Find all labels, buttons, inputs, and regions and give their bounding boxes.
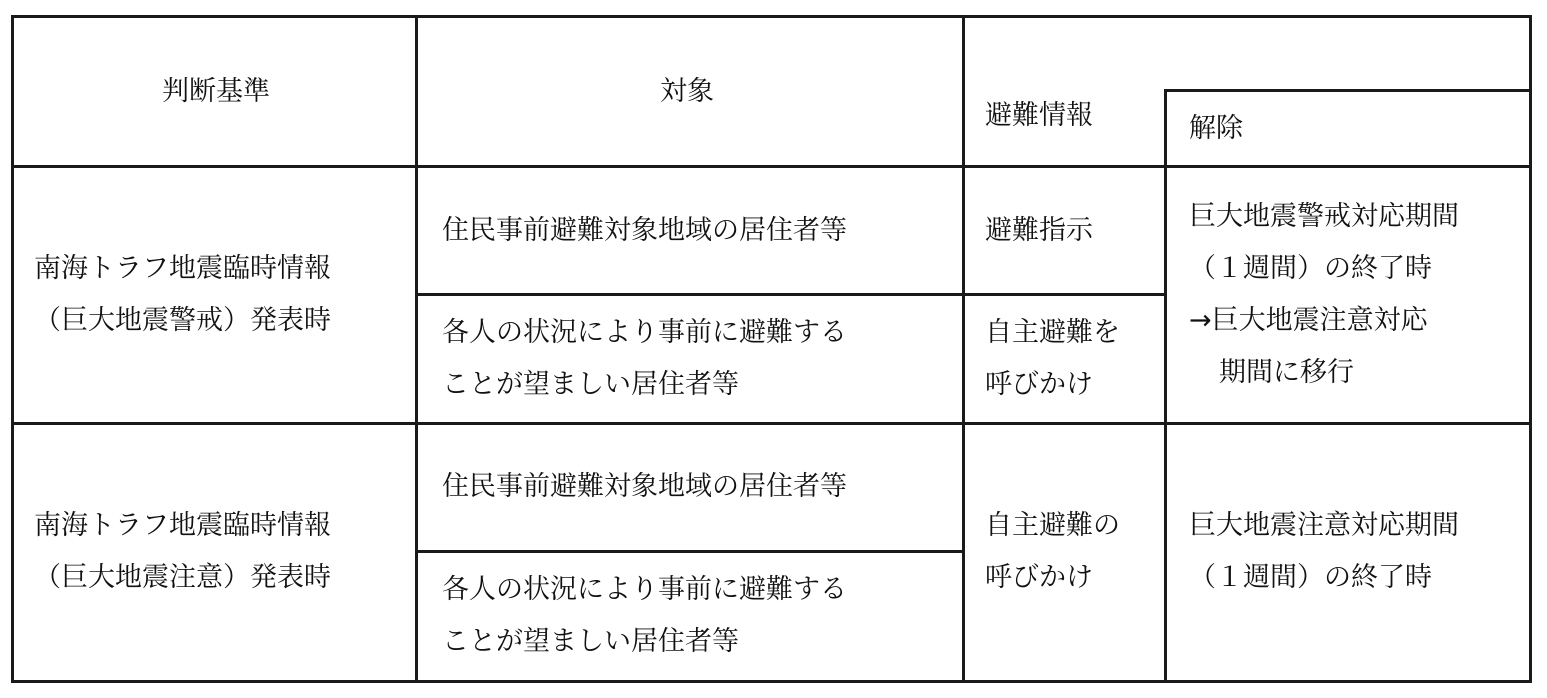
target-line: 住民事前避難対象地域の居住者等 (442, 471, 847, 503)
header-blank-cell (1166, 17, 1531, 91)
criteria-line: 南海トラフ地震臨時情報 (34, 510, 331, 542)
release-cell-warning (1166, 167, 1531, 423)
header-release: 解除 (1166, 91, 1531, 167)
table-row (13, 167, 1531, 295)
target-cell (417, 295, 964, 423)
evacuation-info-cell (964, 295, 1166, 423)
target-cell (417, 167, 964, 295)
criteria-line: 南海トラフ地震臨時情報 (34, 252, 331, 284)
release-line: 期間に移行 (1219, 356, 1354, 388)
table-row (13, 423, 1531, 551)
evacuation-info-line: 呼びかけ (985, 369, 1093, 400)
header-row (13, 17, 1531, 91)
release-line: →巨大地震注意対応 (1189, 304, 1428, 336)
target-cell (417, 551, 964, 681)
evacuation-info-line: 呼びかけ (985, 562, 1093, 594)
criteria-line: （巨大地震注意）発表時 (34, 562, 331, 594)
target-line: 各人の状況により事前に避難する (442, 574, 847, 606)
header-evacuation-info-label: 避難情報 (985, 100, 1093, 132)
target-cell (417, 423, 964, 551)
target-line: ことが望ましい居住者等 (442, 626, 739, 658)
release-cell-advisory (1166, 423, 1531, 681)
criteria-cell-advisory (13, 423, 417, 681)
header-evacuation-info (964, 17, 1166, 167)
header-criteria: 判断基準 (13, 17, 417, 167)
target-line: ことが望ましい居住者等 (442, 369, 739, 400)
criteria-line: （巨大地震警戒）発表時 (34, 304, 331, 336)
evacuation-info-cell-advisory (964, 423, 1166, 681)
criteria-cell-warning (13, 167, 417, 423)
release-line: 巨大地震注意対応期間 (1189, 510, 1459, 542)
release-line: 巨大地震警戒対応期間 (1189, 200, 1459, 232)
evacuation-info-cell (964, 167, 1166, 295)
evacuation-criteria-table (11, 15, 1532, 683)
target-line: 各人の状況により事前に避難する (442, 317, 847, 348)
release-line: （１週間）の終了時 (1189, 562, 1432, 594)
evacuation-info-line: 避難指示 (985, 214, 1093, 246)
target-line: 住民事前避難対象地域の居住者等 (442, 214, 847, 246)
header-target: 対象 (417, 17, 964, 167)
evacuation-info-line: 自主避難の (985, 510, 1120, 542)
release-line: （１週間）の終了時 (1189, 252, 1432, 284)
evacuation-info-line: 自主避難を (985, 317, 1120, 348)
